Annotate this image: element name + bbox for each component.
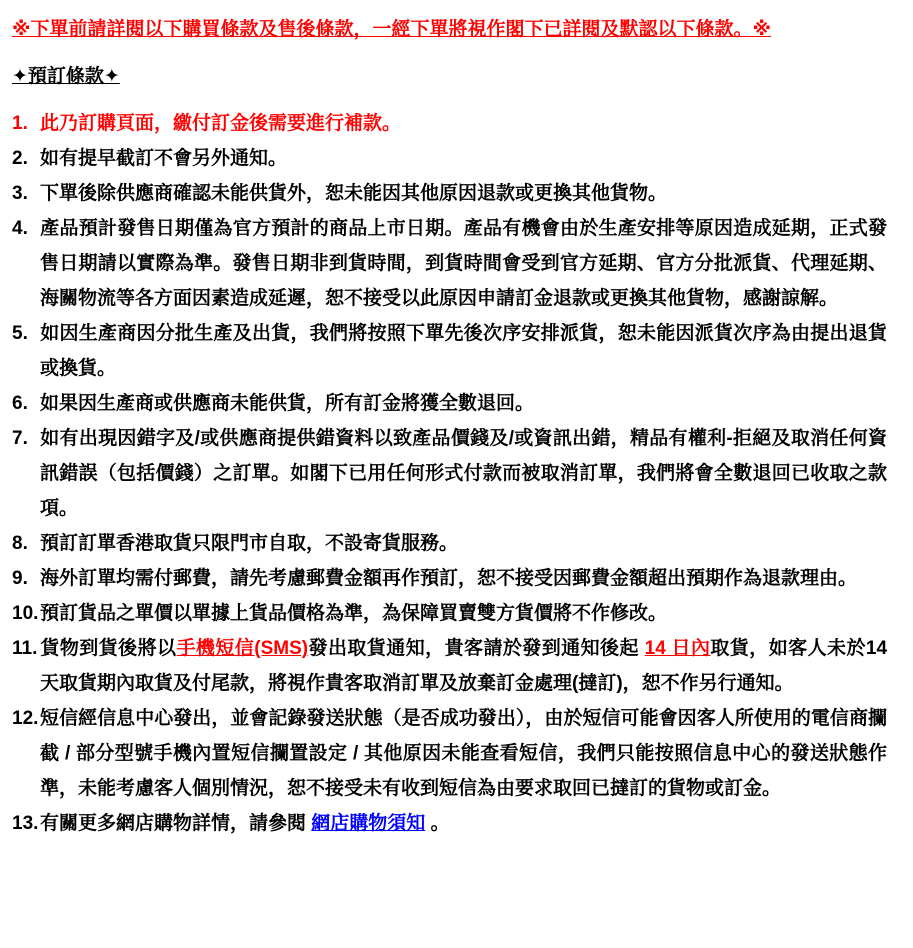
term-item-13	[12, 806, 887, 841]
term-text: 短信經信息中心發出，並會記錄發送狀態（是否成功發出），由於短信可能會因客人所使用的電信商攔截 / 部分型號手機內置短信攔置設定 / 其他原因未能查看短信，我們只能按照信息中心的發送狀態作準，未能考慮客人個別情況，恕不接受未有收到短信為由要求取回已撻訂的貨物或訂金。	[40, 708, 887, 799]
term-number: 13.	[12, 813, 39, 834]
term-text: 預訂貨品之單價以單據上貨品價格為準，為保障買賣雙方貨價將不作修改。	[40, 603, 668, 624]
term-number: 11.	[12, 638, 38, 659]
term-item-1	[12, 106, 887, 141]
section-title-preorder-terms: ✦預訂條款✦	[12, 66, 120, 87]
term-number: 6.	[12, 393, 28, 414]
term-number: 9.	[12, 568, 28, 589]
term-text: 下單後除供應商確認未能供貨外，恕未能因其他原因退款或更換其他貨物。	[40, 183, 668, 204]
term-number: 5.	[12, 323, 28, 344]
term-item-12	[12, 701, 887, 806]
term-item-7	[12, 421, 887, 526]
term-text: 如果因生產商或供應商未能供貨，所有訂金將獲全數退回。	[40, 393, 535, 414]
term-number: 10.	[12, 603, 39, 624]
term-text: 有關更多網店購物詳情，請參閱	[40, 813, 312, 834]
term-text: 如有提早截訂不會另外通知。	[40, 148, 288, 169]
pre-order-warning-header: ※下單前請詳閱以下購買條款及售後條款，一經下單將視作閣下已詳閱及默認以下條款。※	[12, 19, 771, 40]
term-text: 預訂訂單香港取貨只限門市自取，不設寄貨服務。	[40, 533, 459, 554]
term-number: 2.	[12, 148, 28, 169]
term-item-3	[12, 176, 887, 211]
term-item-10	[12, 596, 887, 631]
term-number: 4.	[12, 218, 28, 239]
term-item-11	[12, 631, 887, 701]
term-item-5	[12, 316, 887, 386]
term-number: 1.	[12, 113, 28, 134]
term-text: 產品預計發售日期僅為官方預計的商品上市日期。產品有機會由於生產安排等原因造成延期，正式發售日期請以實際為準。發售日期非到貨時間，到貨時間會受到官方延期、官方分批派貨、代理延期、海關物流等各方面因素造成延遲，恕不接受以此原因申請訂金退款或更換其他貨物，感謝諒解。	[40, 218, 887, 309]
terms-list	[12, 106, 887, 841]
term-text: 如因生產商因分批生產及出貨，我們將按照下單先後次序安排派貨，恕未能因派貨次序為由提出退貨或換貨。	[40, 323, 887, 379]
term-text: 貨物到貨後將以	[40, 638, 177, 659]
shop-guide-link[interactable]: 網店購物須知	[311, 813, 426, 834]
term-text: 發出取貨通知，貴客請於發到通知後起	[308, 638, 645, 659]
term-item-8	[12, 526, 887, 561]
term-number: 8.	[12, 533, 28, 554]
term-text: 。	[425, 813, 450, 834]
term-item-6	[12, 386, 887, 421]
term-text: 此乃訂購頁面，繳付訂金後需要進行補款。	[40, 113, 402, 134]
term-text: 取貨，如客人未於14 天取貨期內取貨及付尾款，將視作貴客取消訂單及放棄訂金處理(撻訂)，恕不作另行通知。	[40, 638, 888, 694]
highlighted-term-text: 手機短信(SMS)	[176, 638, 309, 659]
term-item-9	[12, 561, 887, 596]
term-number: 12.	[12, 708, 39, 729]
term-text: 海外訂單均需付郵費，請先考慮郵費金額再作預訂，恕不接受因郵費金額超出預期作為退款理由。	[40, 568, 858, 589]
term-item-4	[12, 211, 887, 316]
term-item-2	[12, 141, 887, 176]
highlighted-term-text: 14 日內	[644, 638, 711, 659]
term-number: 7.	[12, 428, 28, 449]
term-number: 3.	[12, 183, 28, 204]
term-text: 如有出現因錯字及/或供應商提供錯資料以致產品價錢及/或資訊出錯，精品有權利-拒絕及取消任何資訊錯誤（包括價錢）之訂單。如閣下已用任何形式付款而被取消訂單，我們將會全數退回已收取之款項。	[40, 428, 887, 519]
